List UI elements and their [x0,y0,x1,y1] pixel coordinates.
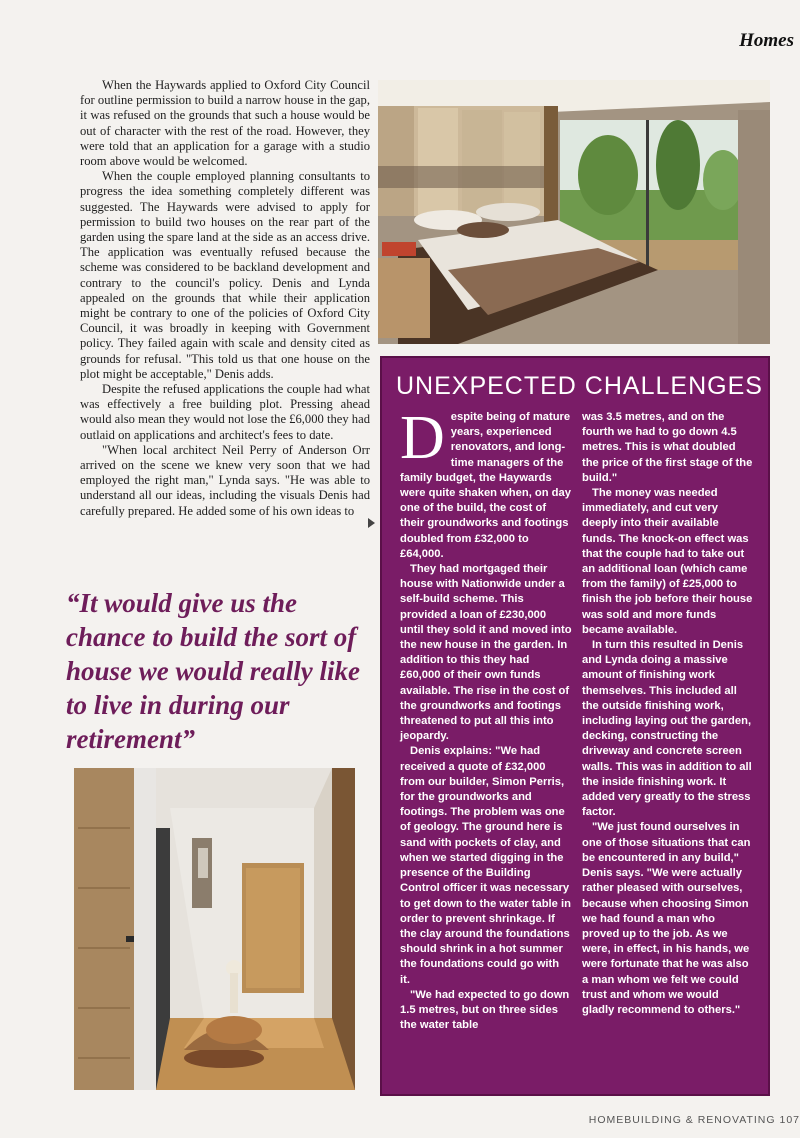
body-paragraph: When the couple employed planning consultants to progress the idea something completely different was suggested. The Haywards were advised to apply for permission to build two houses on the rear part of the garden using the spare land at the side as an access drive. The application was eventually refused because the scheme was considered to be backland development and contrary to the council's policy. Denis and Lynda appealed on the grounds that while their application might be contrary to one of the policies of Oxford City Council, it was broadly in keeping with Government policy. They failed again with scale and density cited as grounds for refusal. "This told us that one house on the plot might be acceptable," Denis adds. [80,169,370,381]
sidebar-paragraph: Denis explains: "We had received a quote of £32,000 from our builder, Simon Perris, for the groundworks and footings. The problem was one of geology. The ground here is sand with pockets of clay, and when we started digging in the presence of the Building Control officer it was necessary to get down to the water table in order to prevent shrinkage. If the clay around the foundations should shrink in a hot summer the foundations could go with it. [400,745,571,986]
sidebar-column-right [582,410,754,1018]
hallway-photo [74,768,355,1090]
sidebar-box [380,356,770,1096]
sidebar-title: UNEXPECTED CHALLENGES [396,372,763,400]
bedroom-photo [378,80,770,344]
sidebar-paragraph: The money was needed immediately, and cut very deeply into their available funds. The knock-on effect was that the couple had to take out an additional loan (which came from the family) of £25,000 to finish the job before their house was sold and more funds became available. [582,487,753,636]
pull-quote: “It would give us the chance to build the sort of house we would really like to live in during our retirement” [66,588,361,754]
body-paragraph: "When local architect Neil Perry of Anderson Orr arrived on the scene we knew very soon that we had employed the right man," Lynda says. "He was able to understand all our ideas, including the visuals Denis had carefully prepared. He added some of his own ideas to [80,442,370,518]
sidebar-column-left [400,404,572,1033]
body-paragraph: Despite the refused applications the couple had what was effectively a free building plot. Pressing ahead would also mean they would not lose the £6,000 they had outlaid on applications and architect's fees to date. [80,382,370,442]
sidebar-first-paragraph [400,404,572,562]
bedroom-illustration [378,80,770,344]
section-label: Homes [739,30,794,51]
article-body [80,78,370,519]
body-paragraph: When the Haywards applied to Oxford City Council for outline permission to build a narrow house in the gap, it was refused on the grounds that such a house would be out of character with the rest of the road. However, they were told that an application for a garage with a studio room above would be welcomed. [80,78,370,169]
hallway-illustration [74,768,355,1090]
drop-cap: D [400,404,445,472]
sidebar-paragraph: In turn this resulted in Denis and Lynda doing a massive amount of finishing work themselves. This included all the outside finishing work, including laying out the garden, decking, constructing the driveway and concrete screen walls. This was in addition to all the inside finishing work. It added very greatly to the stress factor. [582,639,752,819]
sidebar-paragraph: "We had expected to go down 1.5 metres, but on three sides the water table [400,988,570,1032]
sidebar-paragraph: "We just found ourselves in one of those situations that can be encountered in any build," Denis says. "We were actually rather pleased with ourselves, because when choosing Simon we had found a man who proved up to the job. As we were, in effect, in his hands, we were fortunate that he was also a man whom we felt we could trust and whom we would gladly recommend to others." [582,821,751,1016]
page-folio: HOMEBUILDING & RENOVATING 107 [588,1114,800,1126]
continue-arrow-icon [368,518,375,528]
sidebar-paragraph: They had mortgaged their house with Nationwide under a self-build scheme. This provided a loan of £230,000 until they sold it and moved into the new house in the garden. In addition to this they had £60,000 of their own funds available. The rise in the cost of the groundworks and footings threatened to put all this into jeopardy. [400,563,572,743]
sidebar-first-text: espite being of mature years, experienced renovators, and long-time managers of the family budget, the Haywards were quite shaken when, on day one of the build, the cost of their groundworks and footings doubled from £32,000 to £64,000. [400,411,571,560]
sidebar-paragraph: was 3.5 metres, and on the fourth we had to go down 4.5 metres. This is what doubled the price of the first stage of the build." [582,411,753,484]
